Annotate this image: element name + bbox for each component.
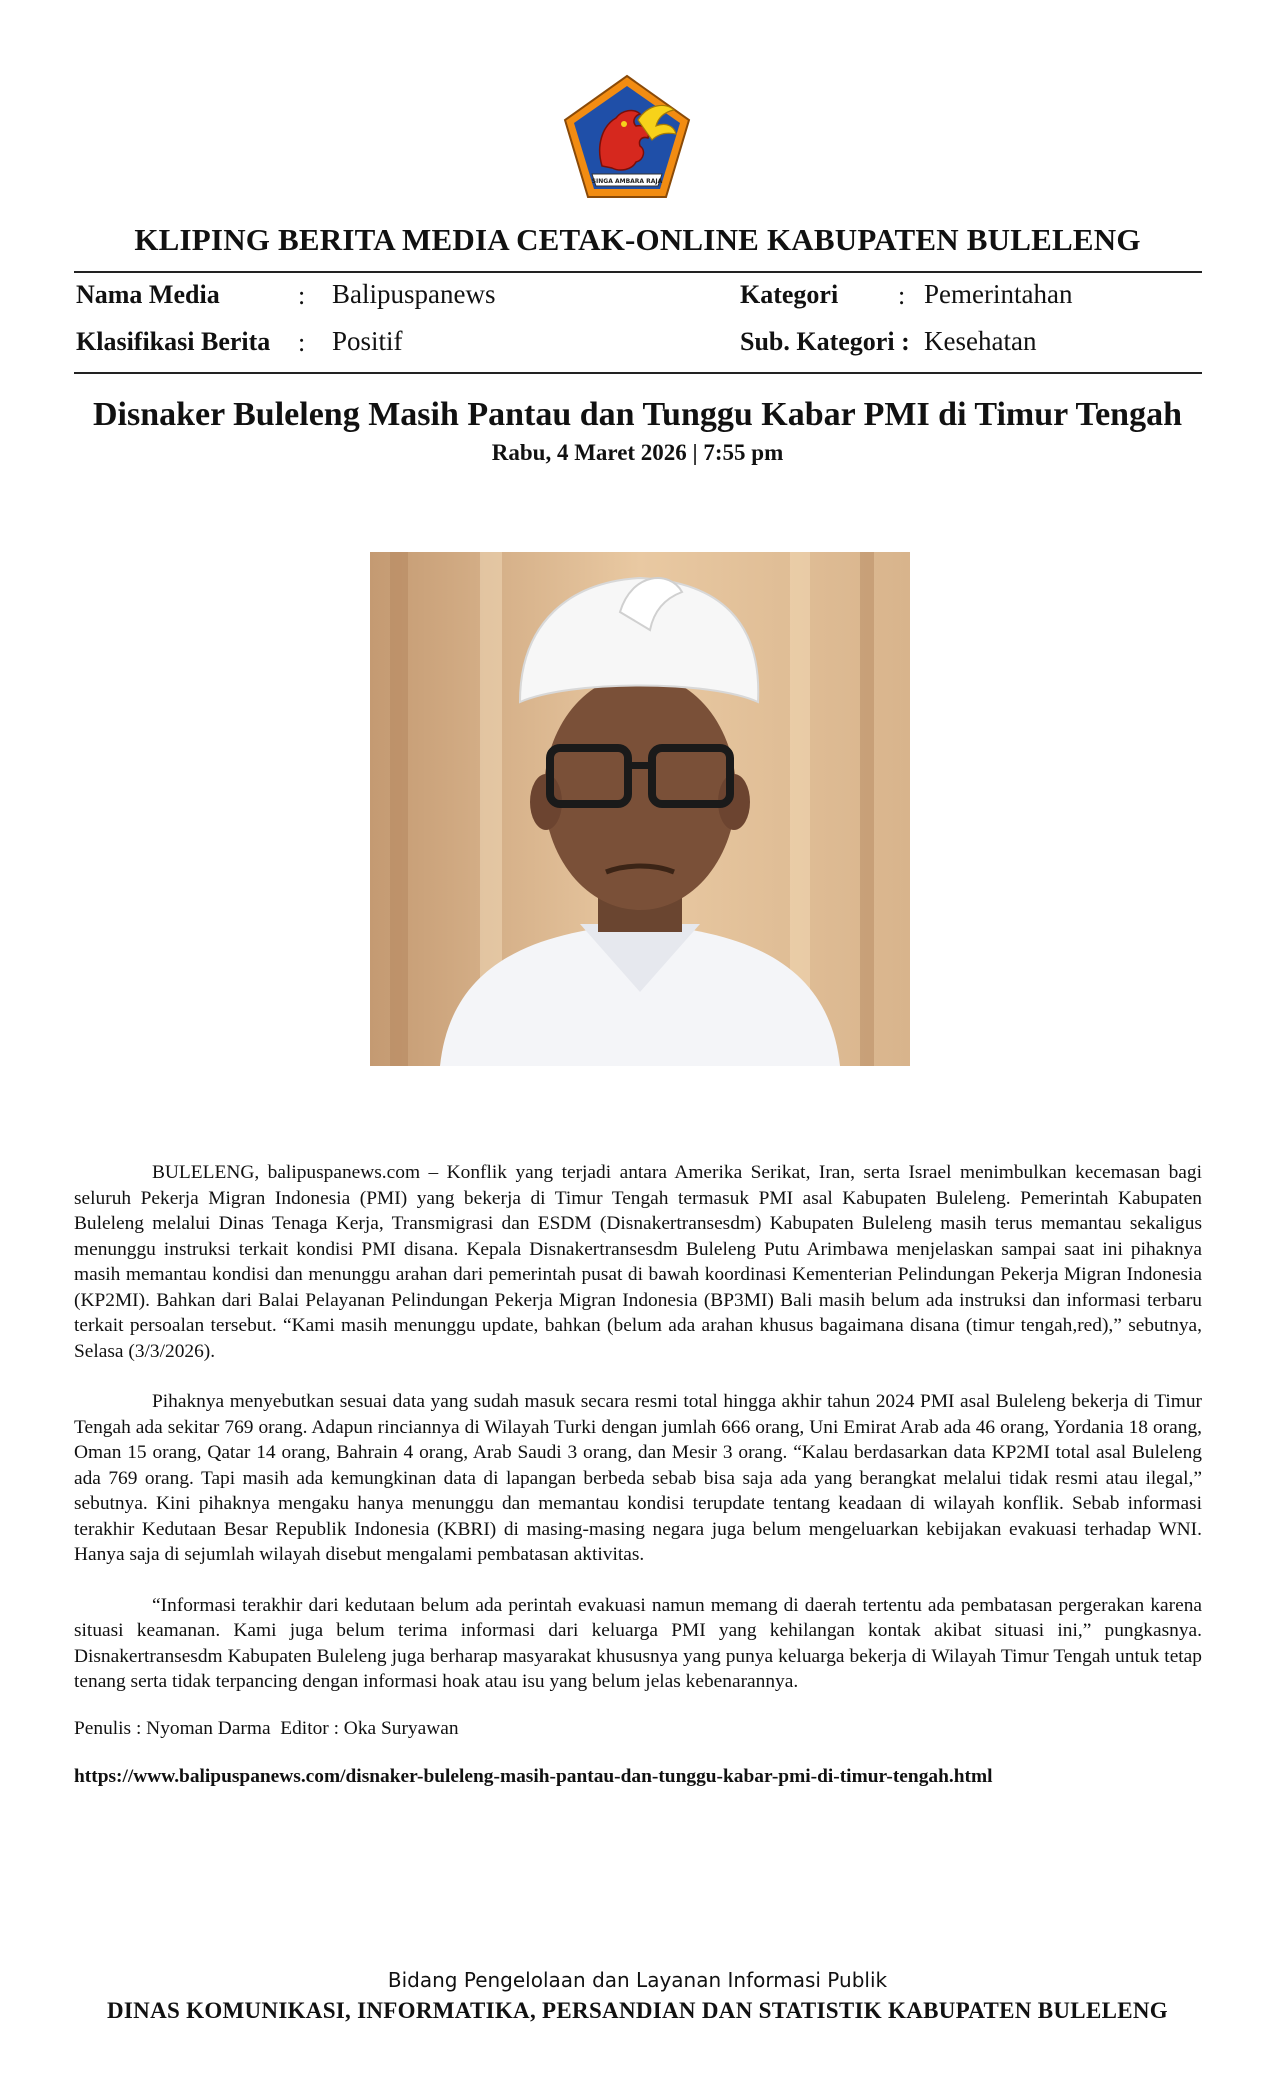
article-source-url[interactable]: https://www.balipuspanews.com/disnaker-buleleng-masih-pantau-dan-tunggu-kabar-pmi-di-timur-tengah.html [74, 1766, 993, 1787]
media-name-colon: : [298, 281, 306, 310]
article-byline: Penulis : Nyoman Darma Editor : Oka Suryawan [74, 1718, 459, 1739]
media-name-label: Nama Media [76, 280, 220, 309]
article-body [74, 1160, 1202, 1720]
article-title: Disnaker Buleleng Masih Pantau dan Tunggu Kabar PMI di Timur Tengah [93, 396, 1182, 433]
article-paragraph: “Informasi terakhir dari kedutaan belum ada perintah evakuasi namun memang di daerah tertentu ada pembatasan pergerakan karena situasi keamanan. Kami juga belum terima informasi dari keluarga PMI yang kehilangan kontak akibat situasi ini,” pungkasnya. Disnakertransesdm Kabupaten Buleleng juga berharap masyarakat khususnya yang punya keluarga bekerja di Wilayah Timur Tengah untuk tetap tenang serta tidak terpancing dengan informasi hoak atau isu yang belum jelas kebenarannya. [74, 1594, 1202, 1692]
classification-value: Positif [332, 326, 403, 356]
media-name-value: Balipuspanews [332, 279, 496, 309]
article-date: Rabu, 4 Maret 2026 | 7:55 pm [491, 440, 784, 465]
buleleng-emblem-logo [562, 74, 692, 200]
svg-text:SINGA AMBARA RAJA: SINGA AMBARA RAJA [591, 178, 663, 185]
header-divider-bottom [74, 372, 1202, 374]
classification-colon: : [298, 328, 306, 357]
footer-agency: DINAS KOMUNIKASI, INFORMATIKA, PERSANDIAN DAN STATISTIK KABUPATEN BULELENG [107, 1998, 1168, 2023]
category-colon: : [898, 281, 906, 310]
article-paragraph: Pihaknya menyebutkan sesuai data yang sudah masuk secara resmi total hingga akhir tahun 2024 PMI asal Buleleng bekerja di Timur Tengah ada sekitar 769 orang. Adapun rinciannya di Wilayah Turki dengan jumlah 666 orang, Uni Emirat Arab ada 46 orang, Yordania 18 orang, Oman 15 orang, Qatar 14 orang, Bahrain 4 orang, Arab Saudi 3 orang, dan Mesir 3 orang. “Kalau berdasarkan data KP2MI total asal Buleleng ada 769 orang. Tapi masih ada kemungkinan data di lapangan berbeda sebab bisa saja ada yang berangkat melalui tidak resmi atau ilegal,” sebutnya. Kini pihaknya mengaku hanya menunggu dan memantau kondisi terupdate tentang keadaan di wilayah konflik. Sebab informasi terakhir Kedutaan Besar Republik Indonesia (KBRI) di masing-masing negara juga belum mengeluarkan kebijakan evakuasi terhadap WNI. Hanya saja di sejumlah wilayah disebut mengalami pembatasan aktivitas. [74, 1391, 1202, 1565]
category-label: Kategori [740, 280, 839, 309]
classification-label: Klasifikasi Berita [76, 327, 271, 356]
header-divider-top [74, 271, 1202, 273]
subcategory-value: Kesehatan [924, 326, 1037, 356]
article-photo [370, 552, 910, 1066]
document-header-title: KLIPING BERITA MEDIA CETAK-ONLINE KABUPATEN BULELENG [134, 222, 1141, 257]
footer-department: Bidang Pengelolaan dan Layanan Informasi Publik [387, 1968, 888, 1992]
subcategory-label: Sub. Kategori : [740, 327, 910, 356]
article-paragraph: BULELENG, balipuspanews.com – Konflik yang terjadi antara Amerika Serikat, Iran, serta Israel menimbulkan kecemasan bagi seluruh Pekerja Migran Indonesia (PMI) yang bekerja di Timur Tengah termasuk PMI asal Kabupaten Buleleng. Pemerintah Kabupaten Buleleng melalui Dinas Tenaga Kerja, Transmigrasi dan ESDM (Disnakertransesdm) Kabupaten Buleleng masih terus memantau sekaligus menunggu instruksi terkait kondisi PMI disana. Kepala Disnakertransesdm Buleleng Putu Arimbawa menjelaskan sampai saat ini pihaknya masih memantau kondisi dan menunggu arahan dari pemerintah pusat di bawah koordinasi Kementerian Pelindungan Pekerja Migran Indonesia (KP2MI). Bahkan dari Balai Pelayanan Pelindungan Pekerja Migran Indonesia (BP3MI) Bali masih belum ada instruksi dan informasi terbaru terkait persoalan tersebut. “Kami masih menunggu update, bahkan (belum ada arahan khusus bagaimana disana (timur tengah,red),” sebutnya, Selasa (3/3/2026). [74, 1162, 1202, 1362]
category-value: Pemerintahan [924, 279, 1073, 309]
